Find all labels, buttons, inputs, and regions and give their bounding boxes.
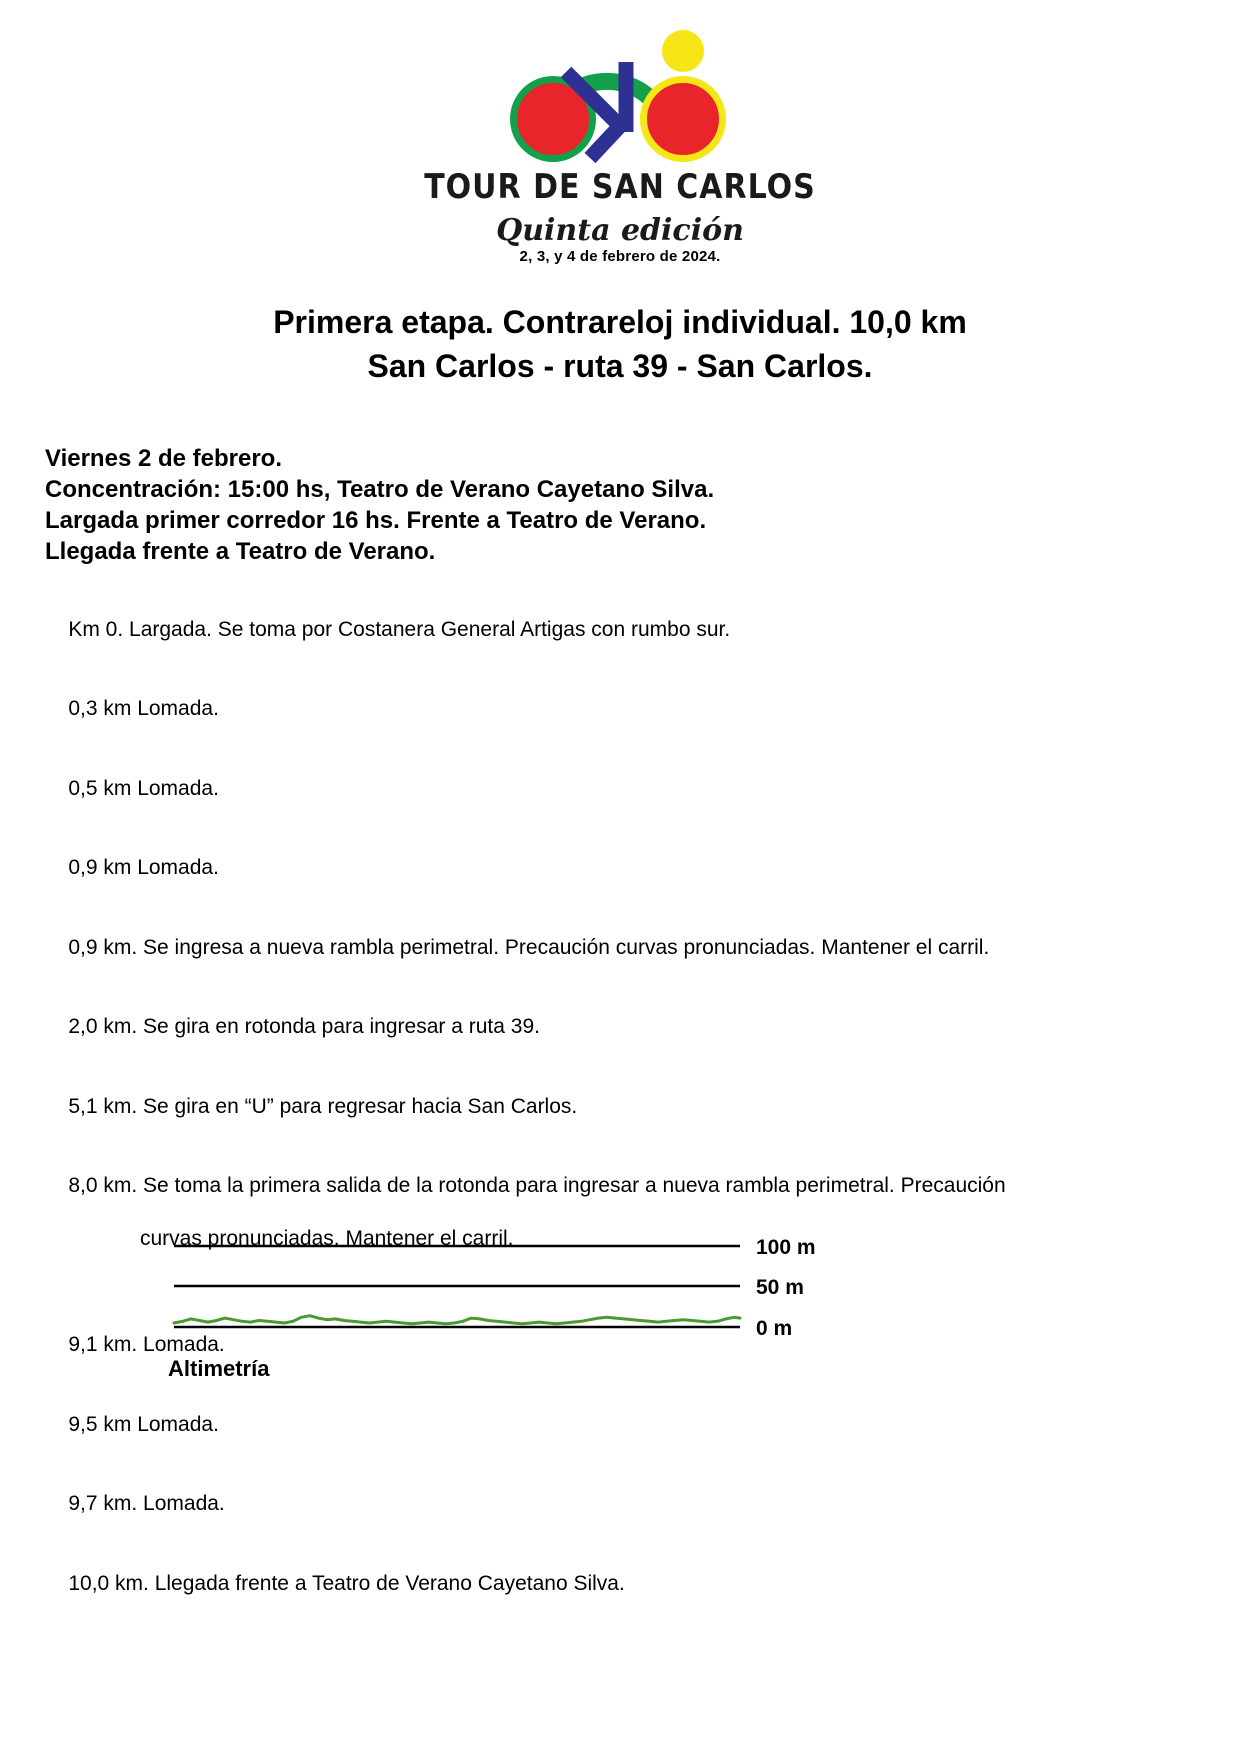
route-item-text: 0,5 km Lomada. xyxy=(68,776,219,800)
route-item-text: 2,0 km. Se gira en rotonda para ingresar a ruta 39. xyxy=(68,1015,540,1038)
event-dates: 2, 3, y 4 de febrero de 2024. xyxy=(519,248,721,265)
route-item xyxy=(45,1067,1205,1147)
stage-title-line-1: Primera etapa. Contrareloj individual. 10,0 km xyxy=(273,304,967,340)
logo-subwordmark: Quinta edición xyxy=(496,213,744,248)
logo-wordmark: TOUR DE SAN CARLOS xyxy=(424,167,816,208)
route-item xyxy=(45,1544,1205,1624)
route-item xyxy=(45,590,1205,670)
route-item-text: 10,0 km. Llegada frente a Teatro de Verano Cayetano Silva. xyxy=(68,1571,625,1595)
route-item-text: 9,1 km. Lomada. xyxy=(68,1333,225,1356)
route-list xyxy=(45,590,1205,1624)
schedule-block xyxy=(45,443,1195,567)
stage-title-line-2: San Carlos - ruta 39 - San Carlos. xyxy=(367,348,873,384)
page-title xyxy=(0,300,1240,388)
altimetry-plot xyxy=(160,1228,860,1348)
altimetry-label-0m: 0 m xyxy=(756,1317,793,1340)
route-item xyxy=(45,829,1205,909)
route-item xyxy=(45,908,1205,988)
route-item xyxy=(45,670,1205,750)
route-item-text: 0,9 km Lomada. xyxy=(68,856,219,879)
route-item-continuation: curvas pronunciadas. Mantener el carril. xyxy=(140,1227,514,1250)
altimetry-chart xyxy=(160,1228,860,1398)
altimetry-label-100m: 100 m xyxy=(756,1236,816,1259)
schedule-line: Viernes 2 de febrero. xyxy=(45,445,282,472)
elevation-profile-line xyxy=(174,1316,740,1324)
schedule-line: Llegada frente a Teatro de Verano. xyxy=(45,538,436,565)
route-item xyxy=(45,988,1205,1068)
route-item-text: 9,5 km Lomada. xyxy=(68,1412,219,1436)
route-item-text: Km 0. Largada. Se toma por Costanera General Artigas con rumbo sur. xyxy=(68,617,731,641)
route-item-text: 8,0 km. Se toma la primera salida de la rotonda para ingresar a nueva rambla perimetral. Precaución xyxy=(68,1174,1006,1197)
route-item-text: 0,3 km Lomada. xyxy=(68,697,219,720)
route-item-text: 0,9 km. Se ingresa a nueva rambla perimetral. Precaución curvas pronunciadas. Mantener el carril. xyxy=(68,935,990,959)
route-item-text: 5,1 km. Se gira en “U” para regresar hacia San Carlos. xyxy=(68,1094,578,1118)
blue-arrow-icon xyxy=(560,58,670,168)
logo-mark xyxy=(500,28,740,168)
route-item xyxy=(45,1465,1205,1545)
altimetry-label-50m: 50 m xyxy=(756,1276,804,1299)
schedule-line: Concentración: 15:00 hs, Teatro de Verano Cayetano Silva. xyxy=(45,476,715,503)
event-logo xyxy=(0,28,1240,248)
altimetry-caption: Altimetría xyxy=(168,1356,270,1381)
route-item xyxy=(45,749,1205,829)
schedule-line: Largada primer corredor 16 hs. Frente a Teatro de Verano. xyxy=(45,507,707,534)
route-item-text: 9,7 km. Lomada. xyxy=(68,1492,225,1515)
